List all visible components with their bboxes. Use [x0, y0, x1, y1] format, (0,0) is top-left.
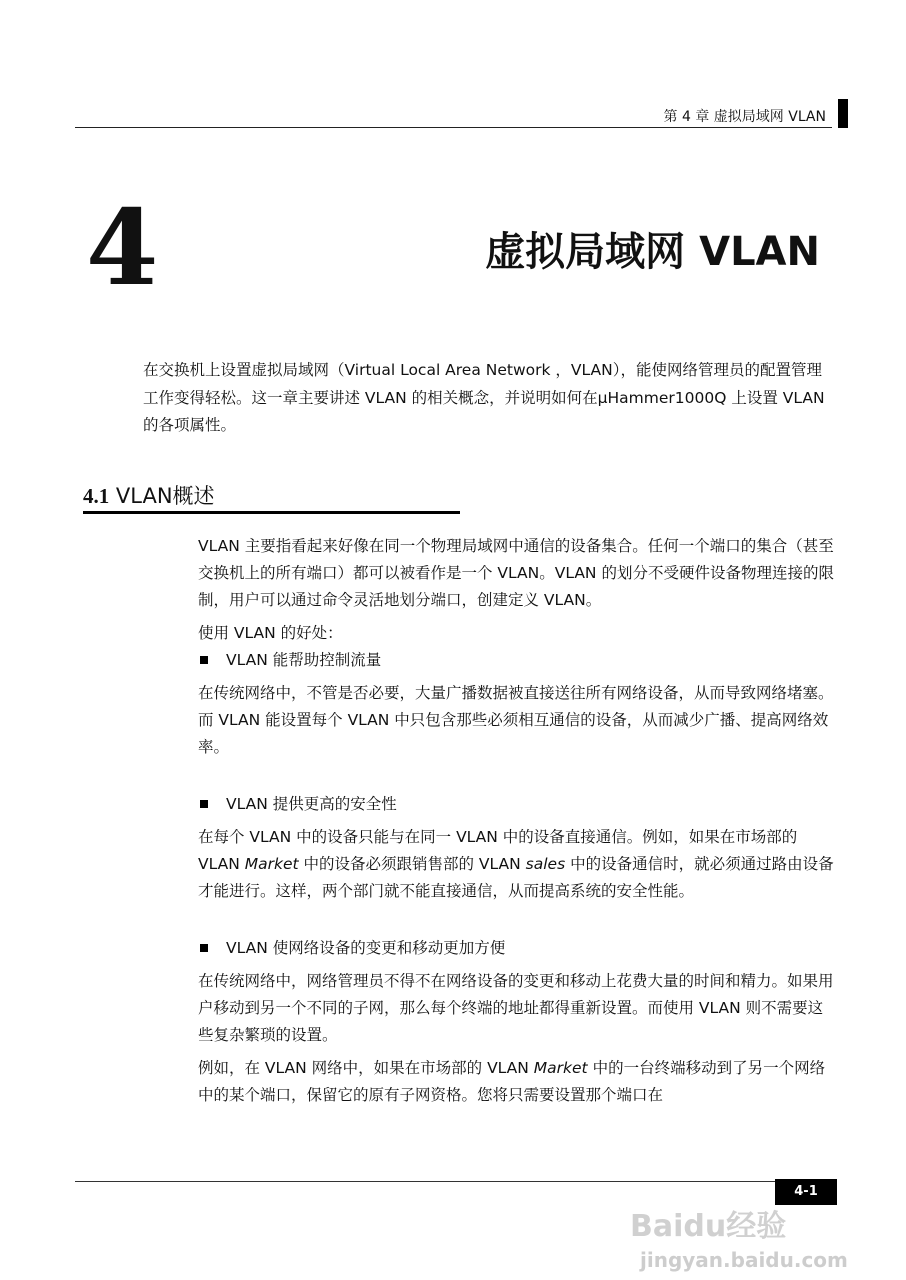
paragraph: 在传统网络中，网络管理员不得不在网络设备的变更和移动上花费大量的时间和精力。如果用户移动到另一个不同的子网，那么每个终端的地址都得重新设置。而使用 VLAN 则不需要这些复杂繁琐的设置。	[198, 972, 834, 1044]
section-number: 4.1	[83, 484, 110, 508]
chapter-intro: 在交换机上设置虚拟局域网（Virtual Local Area Network ，VLAN），能使网络管理员的配置管理工作变得轻松。这一章主要讲述 VLAN 的相关概念，并说明如何在μHammer1000Q 上设置 VLAN 的各项属性。	[143, 361, 825, 434]
running-header: 第 4 章 虚拟局域网 VLAN	[663, 109, 826, 125]
paragraph	[198, 1055, 834, 1109]
chapter-number: 4	[86, 186, 159, 309]
header-bar	[838, 99, 848, 128]
bullet-item	[198, 647, 834, 674]
benefits-heading: 使用 VLAN 的好处：	[198, 624, 343, 642]
paragraph: VLAN 主要指看起来好像在同一个物理局域网中通信的设备集合。任何一个端口的集合（甚至交换机上的所有端口）都可以被看作是一个 VLAN。VLAN 的划分不受硬件设备物理连接的限制，用户可以通过命令灵活地划分端口，创建定义 VLAN。	[198, 537, 834, 609]
paragraph: 在传统网络中，不管是否必要，大量广播数据被直接送往所有网络设备，从而导致网络堵塞。而 VLAN 能设置每个 VLAN 中只包含那些必须相互通信的设备，从而减少广播、提高网络效率。	[198, 684, 834, 756]
bullet-icon	[200, 800, 208, 808]
watermark-logo: Baidu经验	[630, 1209, 787, 1244]
bullet-item	[198, 791, 834, 818]
vlan-name: sales	[525, 855, 566, 873]
text: 中的一台终端移动到了另一个网络中的某个端口，保留它的原有子网资格。您将只需要设置那个端口在	[198, 1059, 826, 1104]
bullet-text: VLAN 使网络设备的变更和移动更加方便	[226, 939, 506, 957]
section-heading	[83, 480, 215, 510]
bullet-text: VLAN 能帮助控制流量	[226, 651, 382, 669]
text: 例如，在 VLAN 网络中，如果在市场部的 VLAN	[198, 1059, 534, 1077]
body-text	[198, 533, 834, 1109]
chapter-title: 虚拟局域网 VLAN	[485, 229, 820, 275]
header-rule	[75, 127, 832, 128]
vlan-name: Market	[533, 1059, 588, 1077]
bullet-text: VLAN 提供更高的安全性	[226, 795, 397, 813]
bullet-icon	[200, 656, 208, 664]
text: 在每个 VLAN 中的设备只能与在同一 VLAN 中的设备直接通信。例如，如果在市场部的 VLAN	[198, 828, 798, 873]
vlan-name: Market	[244, 855, 299, 873]
text: 中的设备通信时，就必须通过路由设备才能进行。这样，两个部门就不能直接通信，从而提高系统的安全性能。	[198, 855, 834, 900]
paragraph	[198, 824, 834, 905]
footer-rule	[75, 1181, 775, 1182]
watermark-url: jingyan.baidu.com	[640, 1248, 848, 1272]
page-number: 4-1	[775, 1179, 837, 1205]
section-title: VLAN概述	[109, 484, 215, 508]
text: 中的设备必须跟销售部的 VLAN	[298, 855, 526, 873]
bullet-item	[198, 935, 834, 962]
bullet-icon	[200, 944, 208, 952]
section-rule	[83, 511, 460, 514]
